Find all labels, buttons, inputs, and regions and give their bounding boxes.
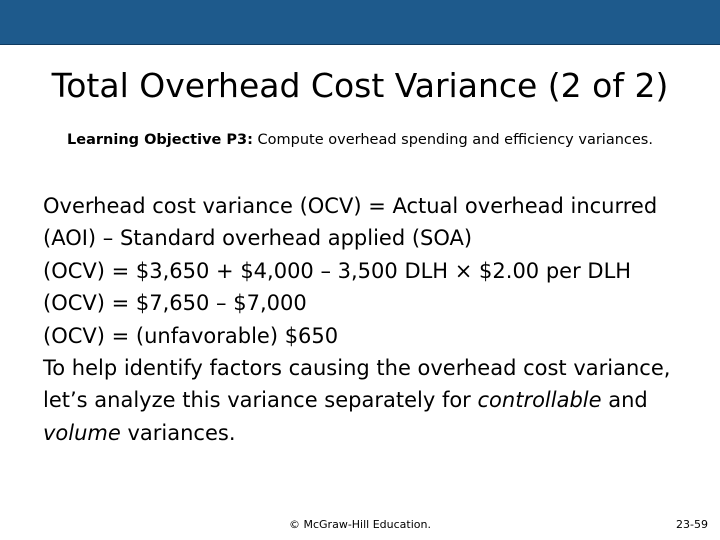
closing-emphasis-volume: volume	[43, 420, 121, 445]
closing-text-3: variances.	[120, 420, 236, 445]
closing-text-1: To help identify factors causing the overhead cost variance, let’s analyze this variance separately for	[43, 356, 671, 413]
body-line-ocv-subtraction: (OCV) = $7,650 – $7,000	[43, 291, 307, 316]
closing-text-2: and	[601, 388, 648, 413]
body-line-ocv-definition: Overhead cost variance (OCV) = Actual overhead incurred (AOI) – Standard overhead applied (SOA)	[43, 194, 658, 251]
slide-body	[43, 190, 708, 449]
learning-objective	[40, 130, 680, 151]
body-line-ocv-result: (OCV) = (unfavorable) $650	[43, 323, 339, 348]
objective-text: Compute overhead spending and efficiency variances.	[252, 132, 653, 148]
slide-title: Total Overhead Cost Variance (2 of 2)	[51, 66, 669, 105]
objective-label: Learning Objective P3:	[67, 132, 253, 148]
body-line-closing	[43, 352, 708, 449]
header-band	[0, 0, 720, 45]
body-line-ocv-calculation: (OCV) = $3,650 + $4,000 – 3,500 DLH × $2.00 per DLH	[43, 258, 632, 283]
page-number: 23-59	[676, 518, 708, 531]
closing-emphasis-controllable: controllable	[477, 388, 602, 413]
copyright-footer: © McGraw-Hill Education.	[289, 518, 431, 531]
